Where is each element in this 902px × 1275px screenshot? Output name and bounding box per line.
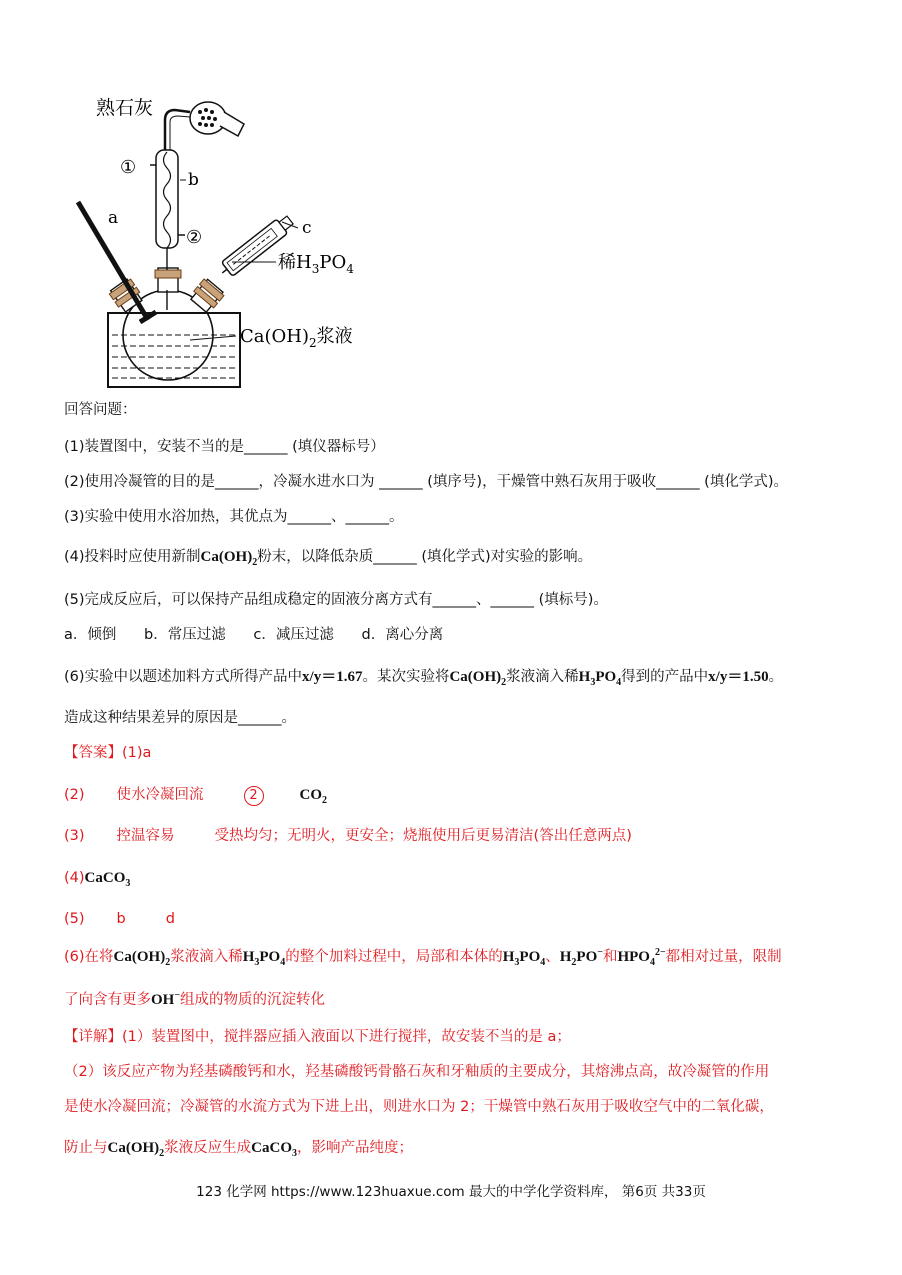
drying-tube-stem — [220, 112, 244, 136]
apparatus-diagram — [0, 0, 902, 400]
ratio-2: x/y＝1.50 — [708, 669, 769, 685]
label-inlet-1: ① — [120, 157, 137, 178]
label-b: b — [188, 170, 199, 190]
circle-2-icon: 2 — [244, 786, 264, 806]
answer-6-line2: 了向含有更多OH−组成的物质的沉淀转化 — [64, 990, 326, 1008]
question-3: (3)实验中使用水浴加热，其优点为______、______。 — [64, 509, 404, 525]
water-bath — [108, 313, 240, 387]
answer-4-formula: CaCO$_3$ — [84, 870, 131, 889]
answer-label: 【答案】 — [64, 745, 122, 761]
question-5: (5)完成反应后，可以保持产品组成稳定的固液分离方式有______、______ (填标号)。 — [64, 592, 608, 608]
q6-formula-2: $H_3PO_4$ — [578, 669, 622, 688]
detail-2-line2: 是使水冷凝回流；冷凝管的水流方式为下进上出，则进水口为 2；干燥管中熟石灰用于吸收空气中的二氧化碳， — [64, 1099, 774, 1115]
detail-2-line1: （2）该反应产物为羟基磷酸钙和水，羟基磷酸钙骨骼石灰和牙釉质的主要成分，其熔沸点高，故冷凝管的作用 — [64, 1064, 770, 1080]
q4-post: 粉末，以降低杂质______ (填化学式)对实验的影响。 — [257, 549, 593, 565]
questions-heading: 回答问题： — [64, 402, 137, 418]
page-footer: 123 化学网 https://www.123huaxue.com 最大的中学化学资料库， 第6页 共33页 — [196, 1184, 706, 1200]
condenser-outer — [156, 150, 178, 248]
question-6-line2: 造成这种结果差异的原因是______。 — [64, 710, 296, 726]
answer-5: (5) b d — [64, 911, 175, 927]
answer-3: (3) 控温容易 受热均匀；无明火，更安全；烧瓶使用后更易清洁(答出任意两点) — [64, 828, 632, 844]
label-c: c — [302, 218, 312, 238]
question-2: (2)使用冷凝管的目的是______，冷凝水进水口为 ______ (填序号)，干燥管中熟石灰用于吸收______ (填化学式)。 — [64, 474, 788, 490]
answer-1: 【答案】(1)a — [64, 745, 152, 761]
answer-2-formula: $CO_2$ — [299, 787, 328, 806]
center-stopper — [155, 270, 181, 278]
water-lines — [112, 335, 236, 378]
detail-label: 【详解】 — [64, 1029, 122, 1045]
label-h3po4: 稀$H_3PO_4$ — [278, 252, 354, 276]
label-inlet-2: ② — [186, 227, 203, 248]
question-1: (1)装置图中，安装不当的是______ (填仪器标号） — [64, 439, 385, 455]
label-slurry: $Ca(OH)_2$浆液 — [240, 326, 353, 350]
detail-1: 【详解】(1）装置图中，搅拌器应插入液面以下进行搅拌，故安装不当的是 a； — [64, 1029, 571, 1045]
right-neck — [189, 277, 226, 314]
ratio-1: x/y＝1.67 — [302, 669, 363, 685]
question-4 — [64, 547, 592, 573]
question-6: (6)实验中以题述加料方式所得产品中x/y＝1.67。某次实验将$Ca(OH)_2$浆液滴入稀$H_3PO_4$得到的产品中x/y＝1.50。 — [64, 669, 784, 688]
answer-4: (4)CaCO$_3$ — [64, 870, 131, 889]
label-a: a — [108, 208, 119, 228]
q6-formula-1: $Ca(OH)_2$ — [449, 669, 507, 688]
label-lime: 熟石灰 — [96, 97, 154, 119]
question-5-options: a．倾倒 b．常压过滤 c．减压过滤 d．离心分离 — [64, 627, 444, 643]
q4-formula: $Ca(OH)_2$ — [200, 549, 258, 568]
answer-2: (2) 使水冷凝回流 2 $CO_2$ — [64, 787, 328, 806]
answer-6: (6)在将$Ca(OH)_2$浆液滴入稀$H_3PO_4$的整个加料过程中，局部和本体的$H_3PO_4$、$H_2PO^-$和$HPO_4^{2-}$都相对过量，限制 — [64, 947, 782, 968]
detail-2-line3: 防止与$Ca(OH)_2$浆液反应生成CaCO$_3$，影响产品纯度； — [64, 1140, 414, 1159]
q4-pre: (4)投料时应使用新制 — [64, 549, 201, 565]
